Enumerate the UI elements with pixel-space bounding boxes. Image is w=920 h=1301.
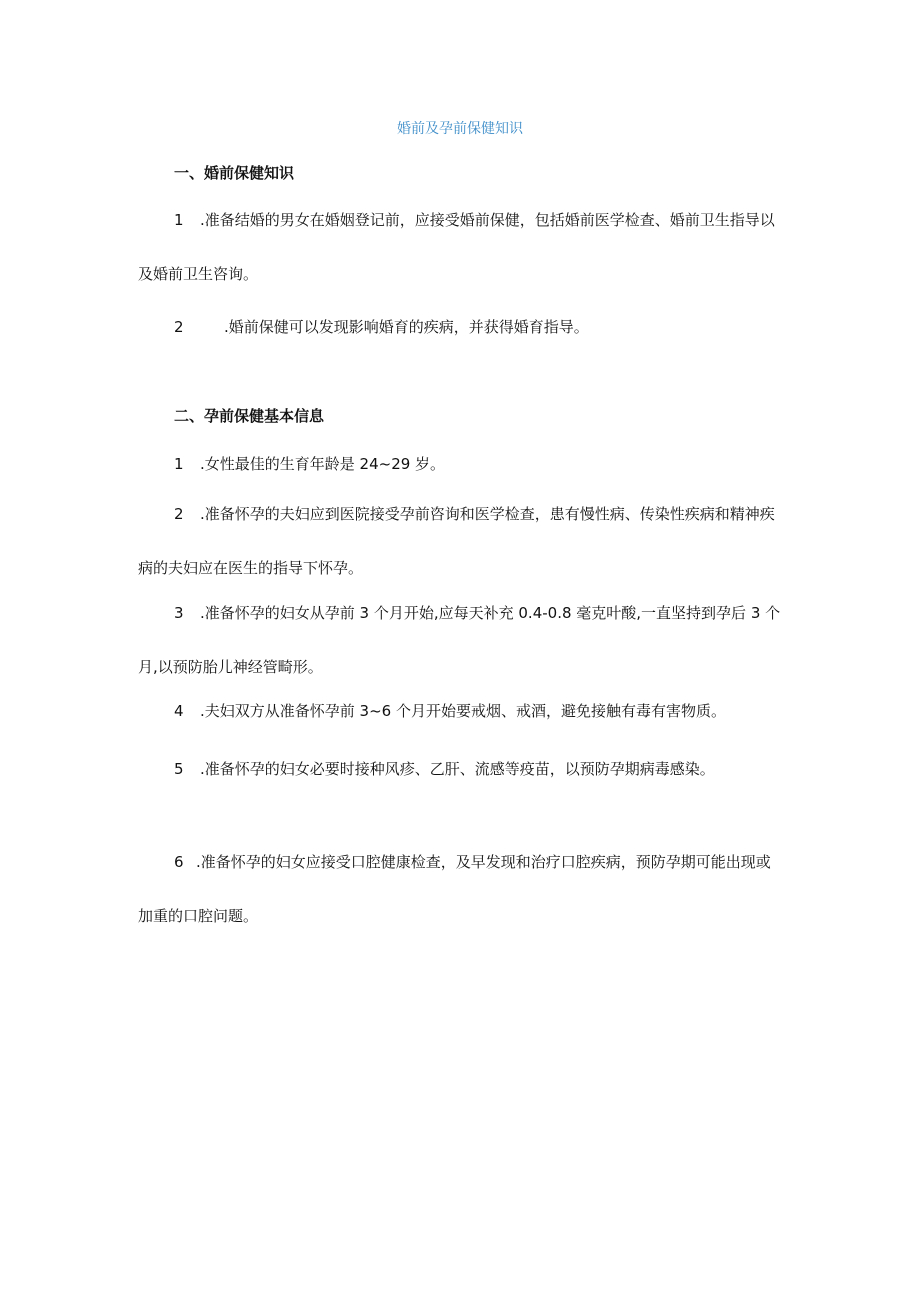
list-item — [138, 602, 786, 678]
item-number: 1 — [174, 211, 184, 229]
item-text: .夫妇双方从准备怀孕前 3~6 个月开始要戒烟、戒酒，避免接触有毒有害物质。 — [200, 702, 726, 720]
item-number: 4 — [174, 702, 184, 720]
item-text-continued: 加重的口腔问题。 — [138, 907, 259, 925]
item-text: .准备结婚的男女在婚姻登记前，应接受婚前保健，包括婚前医学检查、婚前卫生指导以 — [200, 211, 775, 229]
item-number: 3 — [174, 604, 184, 622]
item-text-continued: 月,以预防胎儿神经管畸形。 — [138, 658, 323, 676]
list-item — [174, 453, 786, 475]
section-heading-preconception: 二、孕前保健基本信息 — [174, 407, 325, 425]
item-text: .准备怀孕的妇女必要时接种风疹、乙肝、流感等疫苗，以预防孕期病毒感染。 — [200, 760, 715, 778]
list-item — [138, 209, 786, 285]
item-text: .婚前保健可以发现影响婚育的疾病，并获得婚育指导。 — [224, 318, 589, 336]
list-item — [174, 758, 786, 780]
item-text-continued: 及婚前卫生咨询。 — [138, 265, 259, 283]
list-item — [174, 316, 786, 338]
item-text: .准备怀孕的妇女应接受口腔健康检查，及早发现和治疗口腔疾病，预防孕期可能出现或 — [196, 853, 771, 871]
item-text: .准备怀孕的妇女从孕前 3 个月开始,应每天补充 0.4-0.8 毫克叶酸,一直坚持到孕后 3 个 — [200, 604, 781, 622]
item-number: 1 — [174, 455, 184, 473]
item-text: .准备怀孕的夫妇应到医院接受孕前咨询和医学检查，患有慢性病、传染性疾病和精神疾 — [200, 505, 775, 523]
item-number: 2 — [174, 318, 184, 336]
list-item — [138, 851, 786, 927]
item-number: 2 — [174, 505, 184, 523]
section-heading-premarital: 一、婚前保健知识 — [174, 164, 295, 182]
item-number: 6 — [174, 853, 184, 871]
item-text-continued: 病的夫妇应在医生的指导下怀孕。 — [138, 559, 364, 577]
list-item — [138, 503, 786, 579]
document-title: 婚前及孕前保健知识 — [397, 121, 523, 137]
list-item — [174, 700, 786, 722]
item-number: 5 — [174, 760, 184, 778]
item-text: .女性最佳的生育年龄是 24~29 岁。 — [200, 455, 446, 473]
